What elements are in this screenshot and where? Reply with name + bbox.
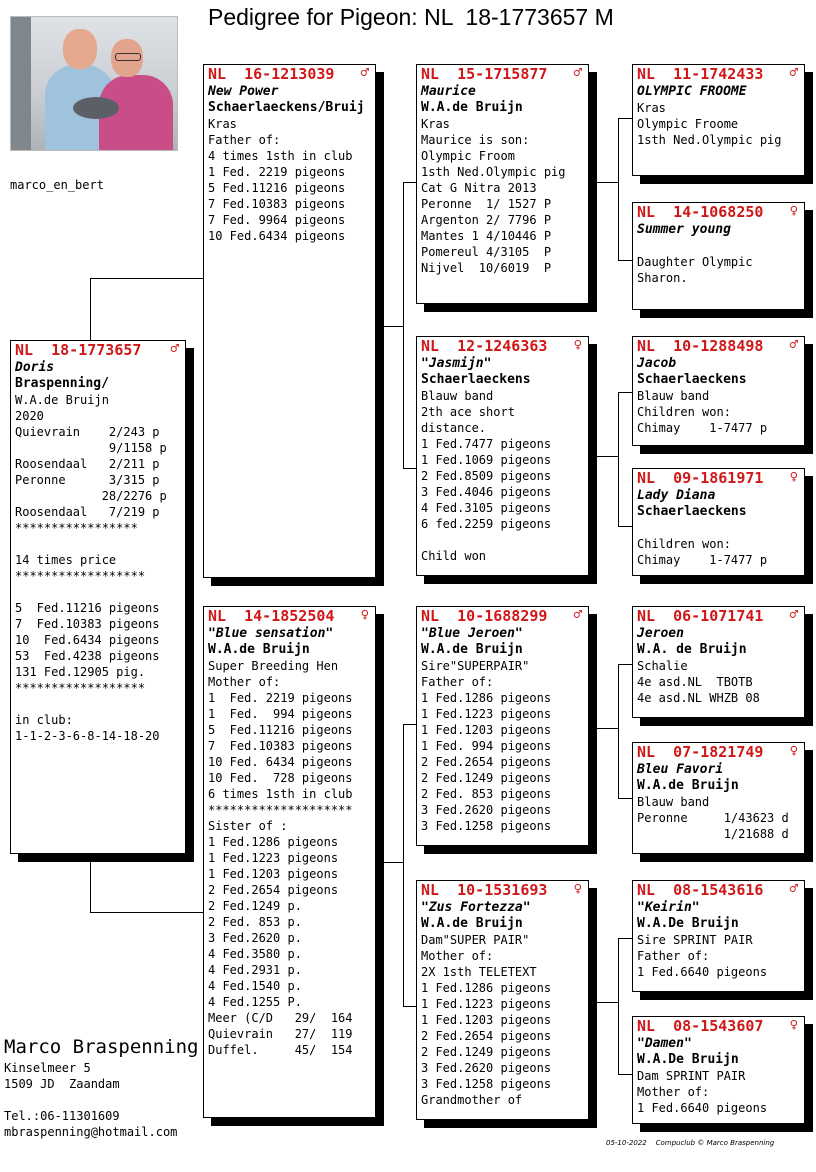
info-line: Argenton 2/ 7796 P xyxy=(421,213,552,227)
pigeon-name: Doris xyxy=(15,360,55,375)
info-line: 1 Fed.6640 pigeons xyxy=(637,965,768,979)
pigeon-card-ddd[interactable] xyxy=(632,1016,805,1124)
info-line: 2 Fed.1249 pigeons xyxy=(421,771,552,785)
connector xyxy=(403,724,404,1006)
info-line: 5 Fed.11216 pigeons xyxy=(208,723,353,737)
pigeon-card-sire[interactable] xyxy=(203,64,376,578)
connector xyxy=(618,1074,632,1075)
info-line: Kras xyxy=(208,117,237,131)
info-line: ***************** xyxy=(15,521,138,535)
info-line: 1 Fed.1203 pigeons xyxy=(208,867,339,881)
info-line: ****************** xyxy=(15,569,146,583)
connector xyxy=(403,1006,417,1007)
pigeon-name: "Blue Jeroen" xyxy=(421,626,523,641)
pigeon-name: "Zus Fortezza" xyxy=(421,900,531,915)
info-line: in club: xyxy=(15,713,73,727)
pigeon-name: Bleu Favori xyxy=(637,762,724,777)
info-line xyxy=(637,238,800,254)
photo-person-left-head xyxy=(63,29,97,69)
info-line: 7 Fed. 9964 pigeons xyxy=(208,213,346,227)
info-line: 9/1158 p xyxy=(15,441,167,455)
info-line: 5 Fed.11216 pigeons xyxy=(15,601,160,615)
info-line: 4 Fed.3105 pigeons xyxy=(421,501,552,515)
breeder-name: Schaerlaeckens xyxy=(637,504,747,519)
connector xyxy=(403,724,417,725)
info-line: Olympic Froom xyxy=(421,149,515,163)
info-line: 10 Fed. 728 pigeons xyxy=(208,771,353,785)
info-line: 10 Fed.6434 pigeons xyxy=(15,633,160,647)
info-line: 3 Fed.2620 p. xyxy=(208,931,302,945)
connector xyxy=(618,798,632,799)
pigeon-name: "Damen" xyxy=(637,1036,692,1051)
owner-name: Marco Braspenning xyxy=(4,1036,199,1058)
pigeon-name: "Jasmijn" xyxy=(421,356,492,371)
pigeon-card-ssd[interactable] xyxy=(632,202,805,310)
info-line: 1 Fed.1223 pigeons xyxy=(421,707,552,721)
connector xyxy=(618,118,632,119)
connector xyxy=(618,664,632,665)
pigeon-name: Maurice xyxy=(421,84,476,99)
connector xyxy=(376,326,404,327)
breeder-name: Schaerlaeckens xyxy=(421,372,531,387)
owner-address-line1: Kinselmeer 5 xyxy=(4,1061,91,1075)
breeder-name: W.A.de Bruijn xyxy=(421,100,523,115)
connector xyxy=(589,728,619,729)
info-line: Mantes 1 4/10446 P xyxy=(421,229,552,243)
info-line: Blauw band xyxy=(421,389,494,403)
ring-number: NL 10-1288498 xyxy=(637,337,764,355)
breeder-name: Schaerlaeckens xyxy=(637,372,747,387)
ring-number: NL 10-1531693 xyxy=(421,881,548,899)
info-line: 2th ace short xyxy=(421,405,515,419)
info-line: 1 Fed.1286 pigeons xyxy=(421,981,552,995)
pigeon-card-sdd[interactable] xyxy=(632,468,805,576)
owner-photo xyxy=(10,16,178,151)
info-line: Kras xyxy=(637,101,666,115)
info-line: Roosendaal 2/211 p xyxy=(15,457,160,471)
info-line: 1sth Ned.Olympic pig xyxy=(421,165,566,179)
pigeon-card-dam[interactable] xyxy=(203,606,376,1118)
info-line: 7 Fed.10383 pigeons xyxy=(208,739,353,753)
info-line: Chimay 1-7477 p xyxy=(637,421,768,435)
info-line: Sire SPRINT PAIR xyxy=(637,933,753,947)
info-line: 2 Fed.1249 p. xyxy=(208,899,302,913)
info-line: 4 Fed.1255 P. xyxy=(208,995,302,1009)
info-line: 4 Fed.3580 p. xyxy=(208,947,302,961)
connector xyxy=(403,182,404,468)
info-line: 1 Fed.6640 pigeons xyxy=(637,1101,768,1115)
info-line: Schalie xyxy=(637,659,688,673)
breeder-name: W.A.de Bruijn xyxy=(208,642,310,657)
info-line: Nijvel 10/6019 P xyxy=(421,261,552,275)
info-line xyxy=(421,532,584,548)
ring-number: NL 06-1071741 xyxy=(637,607,764,625)
info-line: 10 Fed. 6434 pigeons xyxy=(208,755,353,769)
pigeon-card-sire-dam[interactable] xyxy=(416,336,589,576)
info-line: 1 Fed.1223 pigeons xyxy=(208,851,339,865)
info-line: 4e asd.NL TBOTB xyxy=(637,675,753,689)
info-line: Mother of: xyxy=(637,1085,710,1099)
connector xyxy=(90,278,91,340)
photo-background xyxy=(11,17,31,150)
pigeon-card-sss[interactable] xyxy=(632,64,805,176)
ring-number: NL 08-1543616 xyxy=(637,881,764,899)
pigeon-name: Lady Diana xyxy=(637,488,716,503)
info-line: Sire"SUPERPAIR" xyxy=(421,659,530,673)
pigeon-name: Summer young xyxy=(637,222,731,237)
ring-number: NL 12-1246363 xyxy=(421,337,548,355)
breeder-name: Schaerlaeckens/Bruij xyxy=(208,100,365,115)
owner-phone: Tel.:06-11301609 xyxy=(4,1109,120,1123)
info-line: Grandmother of xyxy=(421,1093,523,1107)
info-line: 28/2276 p xyxy=(15,489,167,503)
sex-symbol-icon: ♀ xyxy=(789,743,798,759)
ring-number: NL 11-1742433 xyxy=(637,65,764,83)
info-line: Peronne 3/315 p xyxy=(15,473,160,487)
pigeon-card-dam-dam[interactable] xyxy=(416,880,589,1120)
info-line: 4e asd.NL WHZB 08 xyxy=(637,691,760,705)
info-line: Blauw band xyxy=(637,389,710,403)
info-line: Peronne 1/43623 d xyxy=(637,811,789,825)
info-line: Maurice is son: xyxy=(421,133,530,147)
info-line: 131 Fed.12905 pig. xyxy=(15,665,146,679)
info-line: 7 Fed.10383 pigeons xyxy=(208,197,346,211)
info-line: 1 Fed.1286 pigeons xyxy=(421,691,552,705)
breeder-name: Braspenning/ xyxy=(15,376,109,391)
info-line: Father of: xyxy=(637,949,710,963)
info-line: Mother of: xyxy=(208,675,281,689)
breeder-name: W.A.De Bruijn xyxy=(637,1052,739,1067)
info-line: 3 Fed.1258 pigeons xyxy=(421,819,552,833)
info-line: 3 Fed.2620 pigeons xyxy=(421,1061,552,1075)
footer-credit: 05-10-2022 Compuclub © Marco Braspenning xyxy=(606,1139,775,1147)
info-line: 2020 xyxy=(15,409,44,423)
info-line xyxy=(15,536,181,552)
breeder-name: W.A.de Bruijn xyxy=(421,642,523,657)
info-line: 1 Fed.1223 pigeons xyxy=(421,997,552,1011)
info-line: 7 Fed.10383 pigeons xyxy=(15,617,160,631)
sex-symbol-icon: ♂ xyxy=(360,65,369,81)
ring-number: NL 16-1213039 xyxy=(208,65,335,83)
connector xyxy=(618,260,632,261)
breeder-name: W.A. de Bruijn xyxy=(637,642,747,657)
connector xyxy=(589,182,619,183)
sex-symbol-icon: ♀ xyxy=(573,337,582,353)
info-line: Sister of : xyxy=(208,819,288,833)
pigeon-name: "Blue sensation" xyxy=(208,626,334,641)
info-line: 4 Fed.2931 p. xyxy=(208,963,302,977)
owner-email[interactable]: mbraspenning@hotmail.com xyxy=(4,1125,178,1139)
info-line: Children won: xyxy=(637,537,731,551)
sex-symbol-icon: ♂ xyxy=(573,65,582,81)
info-line: 1 Fed. 2219 pigeons xyxy=(208,691,353,705)
pigeon-name: Jeroen xyxy=(637,626,684,641)
info-line: Super Breeding Hen xyxy=(208,659,339,673)
info-line: 3 Fed.2620 pigeons xyxy=(421,803,552,817)
connector xyxy=(90,912,204,913)
info-line: Quievrain 2/243 p xyxy=(15,425,160,439)
sex-symbol-icon: ♂ xyxy=(789,881,798,897)
info-line: 2 Fed. 853 p. xyxy=(208,915,302,929)
sex-symbol-icon: ♂ xyxy=(170,341,179,357)
breeder-name: W.A.De Bruijn xyxy=(637,916,739,931)
ring-number: NL 10-1688299 xyxy=(421,607,548,625)
info-line: Cat G Nitra 2013 xyxy=(421,181,537,195)
info-line: Peronne 1/ 1527 P xyxy=(421,197,552,211)
info-line: Mother of: xyxy=(421,949,494,963)
info-line: Children won: xyxy=(637,405,731,419)
info-line: 2 Fed.2654 pigeons xyxy=(208,883,339,897)
info-line: ****************** xyxy=(15,681,146,695)
connector xyxy=(618,938,619,1074)
ring-number: NL 15-1715877 xyxy=(421,65,548,83)
info-line: 1sth Ned.Olympic pig xyxy=(637,133,782,147)
info-line: 2 Fed.2654 pigeons xyxy=(421,755,552,769)
sex-symbol-icon: ♂ xyxy=(789,607,798,623)
sex-symbol-icon: ♀ xyxy=(789,469,798,485)
info-line: ******************** xyxy=(208,803,353,817)
info-line: Roosendaal 7/219 p xyxy=(15,505,160,519)
info-line: 1 Fed. 994 pigeons xyxy=(421,739,552,753)
info-line: 3 Fed.1258 pigeons xyxy=(421,1077,552,1091)
breeder-name: W.A.de Bruijn xyxy=(421,916,523,931)
connector xyxy=(589,1002,619,1003)
info-line: 6 fed.2259 pigeons xyxy=(421,517,552,531)
info-line: 2 Fed.1249 pigeons xyxy=(421,1045,552,1059)
connector xyxy=(618,392,619,526)
sex-symbol-icon: ♀ xyxy=(789,203,798,219)
pigeon-card-sire-sire[interactable] xyxy=(416,64,589,304)
owner-address-line2: 1509 JD Zaandam xyxy=(4,1077,120,1091)
ring-number: NL 09-1861971 xyxy=(637,469,764,487)
connector xyxy=(376,862,404,863)
info-line: Kras xyxy=(421,117,450,131)
photo-glasses xyxy=(115,53,141,61)
info-line: 2 Fed.2654 pigeons xyxy=(421,1029,552,1043)
info-line: W.A.de Bruijn xyxy=(15,393,109,407)
info-line: 5 Fed.11216 pigeons xyxy=(208,181,346,195)
ring-number: NL 08-1543607 xyxy=(637,1017,764,1035)
ring-number: NL 07-1821749 xyxy=(637,743,764,761)
photo-caption: marco_en_bert xyxy=(10,178,104,192)
info-line: Blauw band xyxy=(637,795,710,809)
info-line: 1 Fed.1203 pigeons xyxy=(421,723,552,737)
info-line: Dam"SUPER PAIR" xyxy=(421,933,530,947)
sex-symbol-icon: ♀ xyxy=(789,1017,798,1033)
photo-pigeon xyxy=(73,97,119,119)
sex-symbol-icon: ♀ xyxy=(360,607,369,623)
info-line: Olympic Froome xyxy=(637,117,739,131)
sex-symbol-icon: ♂ xyxy=(789,337,798,353)
breeder-name: W.A.de Bruijn xyxy=(637,778,739,793)
connector xyxy=(618,664,619,798)
info-line: 6 times 1sth in club xyxy=(208,787,353,801)
info-line: 53 Fed.4238 pigeons xyxy=(15,649,160,663)
page-title: Pedigree for Pigeon: NL 18-1773657 M xyxy=(208,4,614,30)
info-line: Quievrain 27/ 119 xyxy=(208,1027,353,1041)
info-line: Pomereul 4/3105 P xyxy=(421,245,552,259)
info-line: 1/21688 d xyxy=(637,827,789,841)
info-line: Child won xyxy=(421,549,487,563)
info-line: Sharon. xyxy=(637,271,688,285)
info-line: 2 Fed. 853 pigeons xyxy=(421,787,552,801)
info-line: 4 times 1sth in club xyxy=(208,149,353,163)
info-line: 14 times price xyxy=(15,553,117,567)
sex-symbol-icon: ♂ xyxy=(573,607,582,623)
info-line xyxy=(15,584,181,600)
sex-symbol-icon: ♀ xyxy=(573,881,582,897)
info-line: 3 Fed.4046 pigeons xyxy=(421,485,552,499)
info-line: distance. xyxy=(421,421,487,435)
connector xyxy=(403,182,417,183)
ring-number: NL 14-1852504 xyxy=(208,607,335,625)
pigeon-name: New Power xyxy=(208,84,279,99)
connector xyxy=(403,468,417,469)
info-line: 2 Fed.8509 pigeons xyxy=(421,469,552,483)
pigeon-card-dsd[interactable] xyxy=(632,742,805,854)
pigeon-card-dds[interactable] xyxy=(632,880,805,992)
info-line: 1 Fed.7477 pigeons xyxy=(421,437,552,451)
info-line: Dam SPRINT PAIR xyxy=(637,1069,746,1083)
pigeon-name: "Keirin" xyxy=(637,900,700,915)
ring-number: NL 14-1068250 xyxy=(637,203,764,221)
info-line: Father of: xyxy=(421,675,494,689)
info-line: 2X 1sth TELETEXT xyxy=(421,965,537,979)
info-line: Father of: xyxy=(208,133,281,147)
connector xyxy=(90,854,91,912)
connector xyxy=(618,938,632,939)
ring-number: NL 18-1773657 xyxy=(15,341,142,359)
pigeon-name: OLYMPIC FROOME xyxy=(637,84,747,99)
info-line: 4 Fed.1540 p. xyxy=(208,979,302,993)
info-line: 1 Fed. 2219 pigeons xyxy=(208,165,346,179)
pigeon-card-dss[interactable] xyxy=(632,606,805,718)
connector xyxy=(618,526,632,527)
connector xyxy=(618,392,632,393)
pigeon-card-sds[interactable] xyxy=(632,336,805,446)
pigeon-name: Jacob xyxy=(637,356,677,371)
info-line: 1 Fed.1203 pigeons xyxy=(421,1013,552,1027)
info-line: 10 Fed.6434 pigeons xyxy=(208,229,346,243)
info-line: 1 Fed. 994 pigeons xyxy=(208,707,353,721)
info-line: Chimay 1-7477 p xyxy=(637,553,768,567)
info-line xyxy=(15,696,181,712)
info-line xyxy=(637,520,800,536)
connector xyxy=(90,278,204,279)
info-line: 1 Fed.1069 pigeons xyxy=(421,453,552,467)
pigeon-card-dam-sire[interactable] xyxy=(416,606,589,846)
connector xyxy=(589,456,619,457)
connector xyxy=(618,118,619,260)
sex-symbol-icon: ♂ xyxy=(789,65,798,81)
info-line: 1-1-2-3-6-8-14-18-20 xyxy=(15,729,160,743)
info-line: 1 Fed.1286 pigeons xyxy=(208,835,339,849)
info-line: Daughter Olympic xyxy=(637,255,753,269)
info-line: Meer (C/D 29/ 164 xyxy=(208,1011,353,1025)
info-line: Duffel. 45/ 154 xyxy=(208,1043,353,1057)
pigeon-card-subject[interactable] xyxy=(10,340,186,854)
